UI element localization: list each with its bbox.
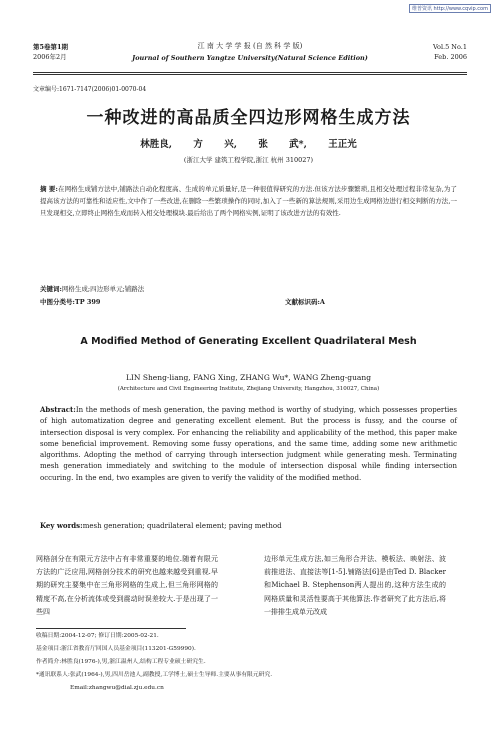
body-column-left: 网格剖分在有限元方法中占有非常重要的地位.随着有限元方法的广泛应用,网格剖分技术的研究也越来越受到重视.早期的研究主要集中在三角形网格的生成上,但三角形网格的精度不高,在分析流体或受到震动时误差较大.于是出现了一些四 (36, 555, 218, 616)
footnote-rule (36, 628, 186, 629)
keywords-en (40, 521, 457, 530)
authors-en: LIN Sheng-liang, FANG Xing, ZHANG Wu*, WANG Zheng-guang (125, 373, 372, 382)
abstract-en-label: Abstract: (40, 405, 76, 414)
affiliation-cn: (浙江大学 建筑工程学院,浙江 杭州 310027) (183, 156, 314, 164)
authors-cn: 林胜良, 方 兴, 张 武*, 王正光 (140, 139, 357, 150)
keywords-cn-label: 关键词: (40, 285, 62, 293)
document-code: 文献标识码:A (285, 298, 325, 306)
date-cn: 2006年2月 (33, 53, 67, 61)
article-number: 文章编号:1671-7147(2006)01-0070-04 (33, 86, 147, 93)
header-rule-thin (33, 74, 467, 75)
title-cn: 一种改进的高品质全四边形网格生成方法 (86, 108, 411, 128)
volume-cn: 第5卷第1期 (33, 43, 69, 51)
title-en: A Modified Method of Generating Excellent Quadrilateral Mesh (80, 336, 417, 347)
journal-header (33, 40, 467, 70)
keywords-cn (40, 284, 144, 293)
abstract-cn-text: 在网格生成铺方法中,铺路法自动化程度高、生成的单元质量好,是一种很值得研究的方法.但该方法步骤繁琐,且相交处理过程非常复杂,为了提高该方法的可靠性和适应性,文中作了一些改进,在删除一些繁琐操作的同时,加入了一些新的算法规则,采用边生成网格边进行相交判断的方法,一旦发现相交,立即终止网格生成而转入相交处理模块.最后给出了两个网格实例,证明了该改进方法的有效性. (40, 185, 457, 218)
volume-en: Vol.5 No.1 (432, 43, 467, 51)
footnote-author-bio: 作者简介:林胜良(1976-),男,浙江温州人,结构工程专业硕士研究生. (36, 659, 206, 665)
keywords-en-label: Key words: (40, 521, 83, 530)
date-en: Feb. 2006 (434, 53, 467, 61)
footnote-corresponding: *通讯联系人:张武(1964-),男,四川岳池人,副教授,工学博士,硕士生导师.主要从事有限元研究. (36, 672, 273, 678)
abstract-cn-label: 摘 要: (40, 185, 58, 193)
footnote-email: Email:zhangwu@dial.zju.edu.cn (70, 685, 164, 691)
classification-number: 中图分类号:TP 399 (40, 298, 101, 306)
keywords-cn-text: 网格生成;四边形单元;铺路法 (61, 285, 145, 293)
watermark: 维普资讯 http://www.cqvip.com (409, 4, 491, 13)
header-right (433, 42, 467, 62)
footnote-fund: 基金项目:浙江省教育厅回国人员基金项目(113201-G59990). (36, 646, 196, 652)
keywords-en-text: mesh generation; quadrilateral element; paving method (82, 522, 282, 530)
journal-en: Journal of Southern Yangtze University(Natural Science Edition) (132, 54, 368, 62)
journal-cn: 江 南 大 学 学 报 (自 然 科 学 版) (197, 42, 303, 50)
body-column-right: 边形单元生成方法,如三角形合并法、模板法、映射法、波前推进法、直接法等[1-5].铺路法[6]是由Ted D. Blacker和Michael B. Stephenson两人提出的,这种方法生成的网格质量和灵活性要高于其他算法.作者研究了此方法后,将一排排生成单元改成 (264, 555, 446, 616)
abstract-en (40, 404, 457, 484)
footnote-received: 收稿日期:2004-12-07; 修订日期:2005-02-21. (36, 633, 159, 639)
abstract-en-text: In the methods of mesh generation, the paving method is worthy of studying, which possesses properties of high automatization degree and generating excellent element. But the process is fussy, and the course of intersection disposal is very complex. For enhancing the reliability and applicability of the method, this paper make some beneficial improvement. Removing some fussy operations, and the same time, adding some new arithmetic algorithms. Adopting the method of carrying through intersection judgment while generating mesh. Terminating mesh generation immediately and switching to the module of intersection disposal while finding intersection occuring. In the end, two examples are given to verify the validity of the modified method. (40, 406, 457, 482)
header-rule (33, 72, 467, 73)
affiliation-en: (Architecture and Civil Engineering Institute, Zhejiang University, Hangzhou, 310027, China) (117, 386, 380, 392)
abstract-cn (40, 183, 457, 220)
header-center (33, 40, 467, 64)
